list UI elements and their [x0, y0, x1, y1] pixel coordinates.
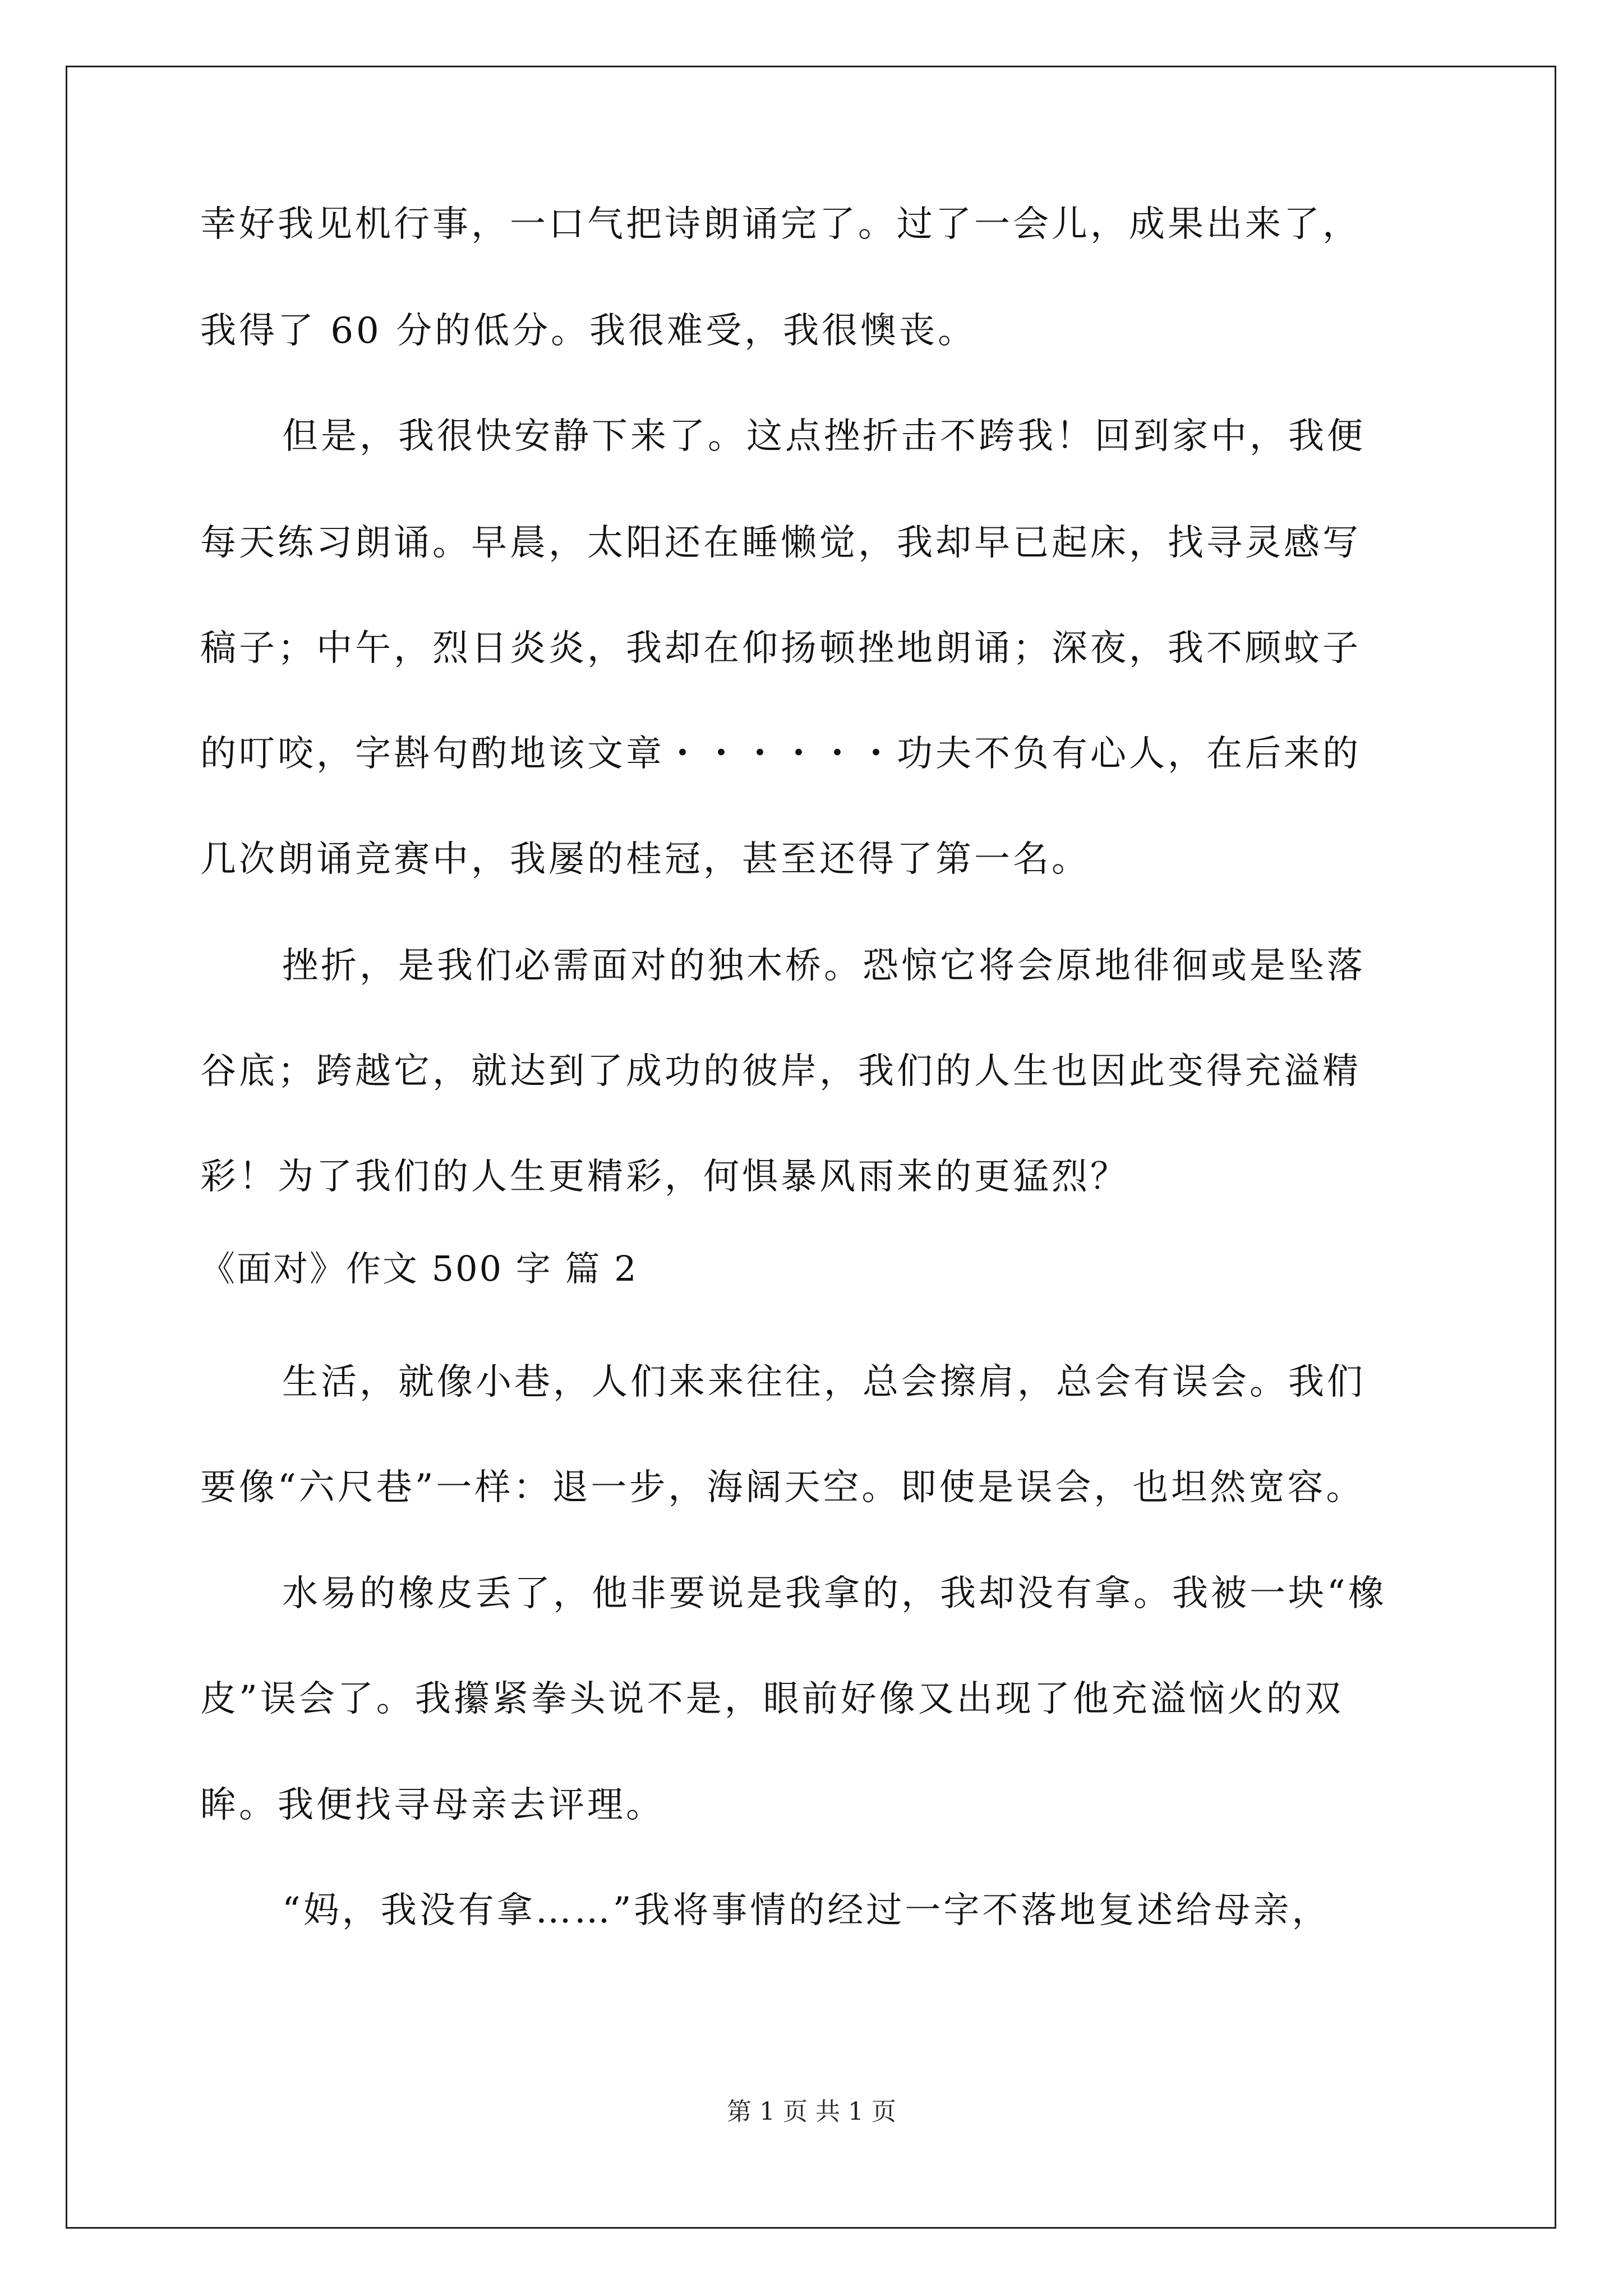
- paragraph-start-line: “妈，我没有拿……”我将事情的经过一字不落地复述给母亲，: [282, 1890, 1331, 1931]
- text-line-1: 幸好我见机行事，一口气把诗朗诵完了。过了一会儿，成果出来了，: [200, 204, 1361, 245]
- text-line-10: 彩！为了我们的人生更精彩，何惧暴风雨来的更猛烈？: [200, 1156, 1129, 1198]
- paragraph-start-line: 挫折，是我们必需面对的独木桥。恐惊它将会原地徘徊或是坠落: [282, 945, 1366, 987]
- text-line-6: 的叮咬，字斟句酌地该文章・・・・・・功夫不负有心人，在后来的: [200, 733, 1361, 775]
- text-line-2: 我得了 60 分的低分。我很难受，我很懊丧。: [200, 310, 977, 352]
- text-line-16: 眸。我便找寻母亲去评理。: [200, 1784, 665, 1826]
- text-line-7: 几次朗诵竞赛中，我屡的桂冠，甚至还得了第一名。: [200, 839, 1090, 880]
- paragraph-start-line: 水易的橡皮丢了，他非要说是我拿的，我却没有拿。我被一块“橡: [282, 1573, 1387, 1614]
- paragraph-start-line: 但是，我很快安静下来了。这点挫折击不跨我！回到家中，我便: [282, 416, 1366, 457]
- page-footer: 第 1 页 共 1 页: [727, 2097, 896, 2126]
- text-line-5: 稿子；中午，烈日炎炎，我却在仰扬顿挫地朗诵；深夜，我不顾蚊子: [200, 628, 1361, 669]
- text-line-9: 谷底；跨越它，就达到了成功的彼岸，我们的人生也因此变得充溢精: [200, 1051, 1361, 1092]
- section-heading: 《面对》作文 500 字 篇 2: [200, 1248, 638, 1289]
- text-line-4: 每天练习朗诵。早晨，太阳还在睡懒觉，我却早已起床，找寻灵感写: [200, 522, 1361, 564]
- paragraph-start-line: 生活，就像小巷，人们来来往往，总会擦肩，总会有误会。我们: [282, 1361, 1366, 1403]
- text-line-13: 要像“六尺巷”一样：退一步，海阔天空。即使是误会，也坦然宽容。: [200, 1467, 1365, 1508]
- text-line-15: 皮”误会了。我攥紧拳头说不是，眼前好像又出现了他充溢恼火的双: [200, 1678, 1344, 1720]
